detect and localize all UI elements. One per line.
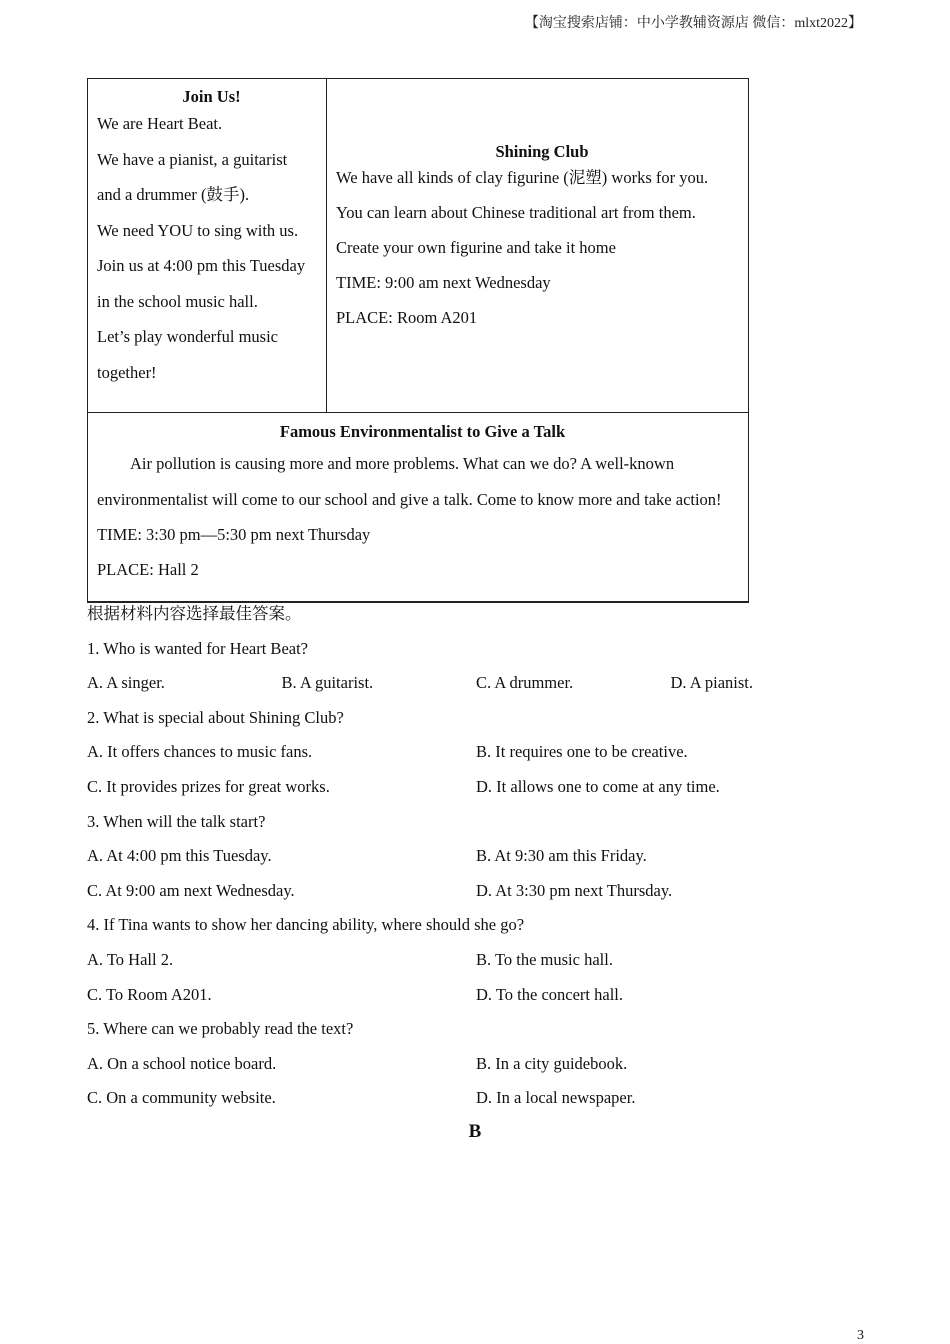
heart-beat-line: We are Heart Beat. bbox=[97, 114, 223, 133]
question-5-options-cd bbox=[87, 1087, 867, 1122]
option-b: B. It requires one to be creative. bbox=[476, 742, 688, 762]
question-1: 1. Who is wanted for Heart Beat? bbox=[87, 638, 308, 658]
shining-club-title: Shining Club bbox=[495, 142, 589, 161]
shining-club-notice bbox=[327, 79, 748, 412]
option-d: D. It allows one to come at any time. bbox=[476, 776, 720, 796]
shining-club-line: TIME: 9:00 am next Wednesday bbox=[336, 273, 551, 292]
question-3-options-cd bbox=[87, 880, 867, 915]
option-c: C. A drummer. bbox=[476, 673, 574, 693]
heart-beat-line: We have a pianist, a guitarist bbox=[97, 149, 288, 169]
heart-beat-line: We need YOU to sing with us. bbox=[97, 220, 299, 240]
option-a: A. On a school notice board. bbox=[87, 1053, 277, 1073]
question-4: 4. If Tina wants to show her dancing ability, where should she go? bbox=[87, 915, 525, 935]
notice-table bbox=[87, 78, 749, 603]
heart-beat-line: and a drummer (鼓手). bbox=[97, 185, 250, 204]
section-heading: B bbox=[468, 1121, 482, 1142]
shining-club-line: You can learn about Chinese traditional art from them. bbox=[336, 203, 696, 222]
question-1-options bbox=[87, 672, 867, 707]
option-b: B. A guitarist. bbox=[281, 673, 374, 693]
option-b: B. At 9:30 am this Friday. bbox=[476, 846, 647, 866]
question-2: 2. What is special about Shining Club? bbox=[87, 707, 344, 727]
option-a: A. To Hall 2. bbox=[87, 949, 174, 969]
talk-paragraph-line: environmentalist will come to our school and give a talk. Come to know more and take action! bbox=[97, 490, 722, 509]
option-d: D. At 3:30 pm next Thursday. bbox=[476, 880, 673, 900]
question-list bbox=[87, 603, 867, 1122]
question-5: 5. Where can we probably read the text? bbox=[87, 1019, 354, 1039]
talk-title: Famous Environmentalist to Give a Talk bbox=[279, 422, 566, 441]
shining-club-line: We have all kinds of clay figurine (泥塑) works for you. bbox=[336, 168, 709, 187]
option-a: A. A singer. bbox=[87, 673, 165, 693]
shining-club-line: Create your own figurine and take it home bbox=[336, 238, 616, 257]
heart-beat-line: Join us at 4:00 pm this Tuesday bbox=[97, 256, 306, 275]
instruction: 根据材料内容选择最佳答案。 bbox=[87, 604, 302, 623]
question-3-options-ab bbox=[87, 845, 867, 880]
question-2-options-cd bbox=[87, 776, 867, 811]
heart-beat-line: in the school music hall. bbox=[97, 291, 258, 311]
notice-top-row bbox=[88, 79, 748, 413]
question-4-options-cd bbox=[87, 984, 867, 1019]
option-a: A. At 4:00 pm this Tuesday. bbox=[87, 846, 272, 866]
heart-beat-notice bbox=[88, 79, 327, 412]
heart-beat-title: Join Us! bbox=[182, 87, 241, 106]
option-d: D. A pianist. bbox=[670, 673, 754, 693]
page-header: 【淘宝搜索店铺：中小学教辅资源店 微信：mlxt2022】 bbox=[524, 16, 862, 31]
option-d: D. In a local newspaper. bbox=[476, 1088, 636, 1108]
option-b: B. To the music hall. bbox=[476, 949, 613, 969]
page-number: 3 bbox=[857, 1328, 864, 1343]
question-4-options-ab bbox=[87, 949, 867, 984]
question-5-options-ab bbox=[87, 1053, 867, 1088]
talk-time: TIME: 3:30 pm—5:30 pm next Thursday bbox=[97, 525, 371, 544]
talk-place: PLACE: Hall 2 bbox=[97, 560, 199, 579]
option-c: C. To Room A201. bbox=[87, 984, 212, 1004]
question-2-options-ab bbox=[87, 741, 867, 776]
talk-notice bbox=[88, 413, 748, 601]
option-c: C. It provides prizes for great works. bbox=[87, 776, 330, 796]
option-c: C. On a community website. bbox=[87, 1088, 276, 1108]
option-b: B. In a city guidebook. bbox=[476, 1053, 628, 1073]
option-d: D. To the concert hall. bbox=[476, 984, 623, 1004]
heart-beat-line: Let’s play wonderful music bbox=[97, 327, 279, 346]
option-a: A. It offers chances to music fans. bbox=[87, 742, 313, 762]
question-3: 3. When will the talk start? bbox=[87, 811, 266, 831]
option-c: C. At 9:00 am next Wednesday. bbox=[87, 880, 295, 900]
heart-beat-line: together! bbox=[97, 362, 157, 382]
shining-club-line: PLACE: Room A201 bbox=[336, 308, 478, 327]
talk-paragraph-line: Air pollution is causing more and more problems. What can we do? A well-known bbox=[130, 454, 675, 473]
